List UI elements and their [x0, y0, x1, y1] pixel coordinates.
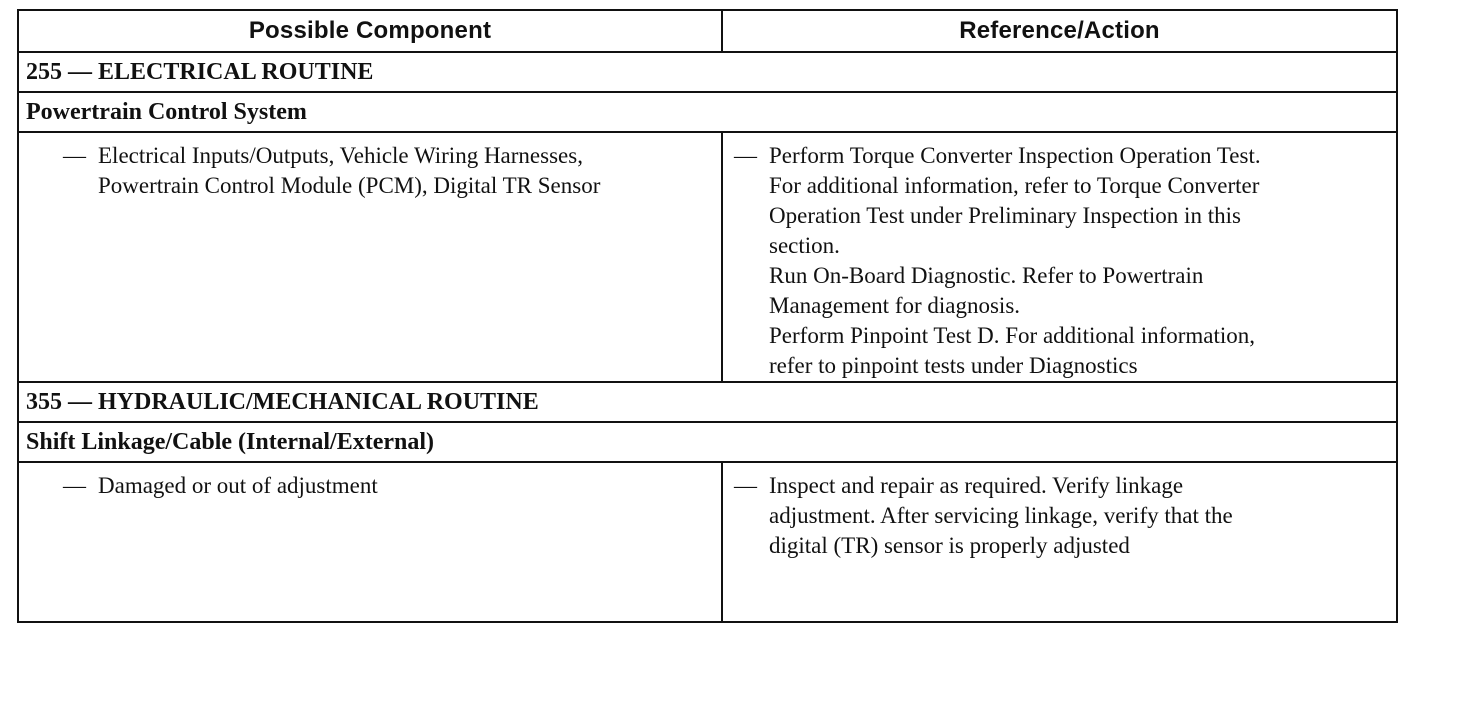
component-item — [19, 133, 721, 201]
section-title-row — [18, 382, 1397, 422]
action-cell — [722, 462, 1397, 622]
component-item — [19, 463, 721, 501]
dash-bullet: — — [63, 143, 86, 168]
action-line: Run On-Board Diagnostic. Refer to Powertrain — [769, 263, 1204, 288]
action-line: Inspect and repair as required. Verify linkage — [769, 473, 1184, 498]
action-line: digital (TR) sensor is properly adjusted — [769, 533, 1130, 558]
detail-row — [18, 462, 1397, 622]
action-line: Operation Test under Preliminary Inspection in this — [769, 203, 1241, 228]
dash-bullet: — — [734, 473, 757, 498]
section-subtitle-row — [18, 92, 1397, 132]
section-title: 255 — ELECTRICAL ROUTINE — [18, 52, 1397, 92]
header-row — [18, 10, 1397, 52]
header-reference-action: Reference/Action — [722, 10, 1397, 52]
action-line: Perform Torque Converter Inspection Operation Test. — [769, 143, 1261, 168]
action-line: Perform Pinpoint Test D. For additional information, — [769, 323, 1256, 348]
action-line: section. — [769, 233, 840, 258]
dash-bullet: — — [63, 473, 86, 498]
action-cell — [722, 132, 1397, 382]
action-line: For additional information, refer to Torque Converter — [769, 173, 1260, 198]
dash-bullet: — — [734, 143, 757, 168]
header-possible-component: Possible Component — [18, 10, 722, 52]
action-line: adjustment. After servicing linkage, verify that the — [769, 503, 1233, 528]
component-cell — [18, 462, 722, 622]
component-cell — [18, 132, 722, 382]
action-line: Management for diagnosis. — [769, 293, 1021, 318]
detail-row — [18, 132, 1397, 382]
diagnostic-table — [17, 9, 1398, 623]
section-subtitle: Powertrain Control System — [18, 92, 1397, 132]
section-title: 355 — HYDRAULIC/MECHANICAL ROUTINE — [18, 382, 1397, 422]
component-line: Powertrain Control Module (PCM), Digital TR Sensor — [98, 173, 601, 198]
component-line: Electrical Inputs/Outputs, Vehicle Wiring Harnesses, — [98, 143, 583, 168]
action-line: refer to pinpoint tests under Diagnostics — [769, 353, 1138, 378]
component-line: Damaged or out of adjustment — [98, 473, 378, 498]
section-subtitle-row — [18, 422, 1397, 462]
action-item — [723, 133, 1396, 381]
section-title-row — [18, 52, 1397, 92]
section-subtitle: Shift Linkage/Cable (Internal/External) — [18, 422, 1397, 462]
action-item — [723, 463, 1396, 561]
